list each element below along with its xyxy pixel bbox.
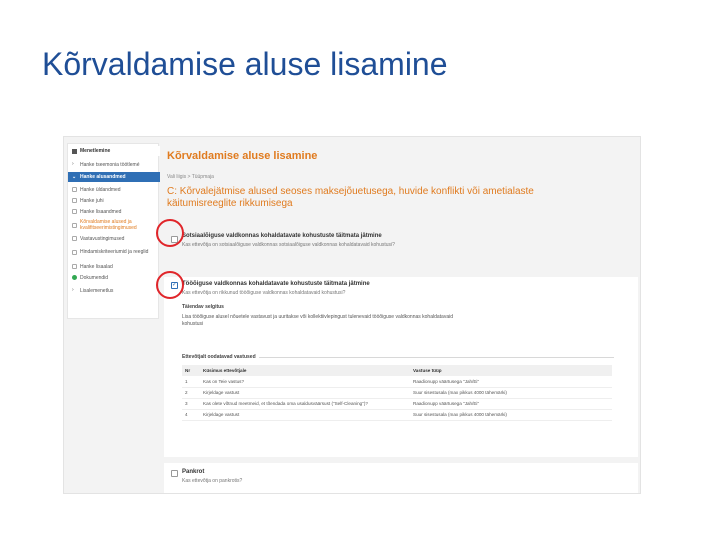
chevron-down-icon: ⌄ <box>72 173 77 180</box>
checkbox-icon <box>72 209 77 214</box>
section-title: C: Kõrvalejätmise alused seoses maksejõuetusega, huvide konflikti või ametialaste käitumisreeglite rikkumisega <box>167 186 534 209</box>
sidebar-item-label: Hindamiskriteeriumid ja reeglid <box>80 249 149 255</box>
sidebar-item-label: Hanke juhi <box>80 197 104 204</box>
square-icon <box>72 149 77 154</box>
column-header: Nr <box>182 365 200 376</box>
table-cell: Kas on Teie vastus? <box>200 376 410 387</box>
table-cell: Suur sisestusala (max pikkus 4000 tähemärki) <box>410 387 612 398</box>
sidebar-item-alusandmed[interactable] <box>68 172 160 182</box>
table-cell: Raadionupp väärtusega "Jah/Ei" <box>410 376 612 387</box>
sidebar <box>67 143 159 319</box>
check-circle-icon <box>72 275 77 280</box>
sidebar-item-label: Hanke alusandmed <box>80 174 126 180</box>
sidebar-item-tseemonia[interactable] <box>68 160 160 169</box>
checkbox-icon <box>72 236 77 241</box>
sidebar-item-lisalemenetlus[interactable] <box>68 286 160 295</box>
table-cell: Kirjeldage vastust <box>200 387 410 398</box>
highlight-ring <box>156 271 184 299</box>
sidebar-item-label: Hanke tseemonia töötlemé <box>80 161 140 168</box>
table-row <box>182 409 612 420</box>
checkbox-icon <box>72 187 77 192</box>
sidebar-item-label: Lisalemenetlus <box>80 287 114 294</box>
table-cell: Raadionupp väärtusega "Jah/Ei" <box>410 398 612 409</box>
main-content <box>164 143 638 493</box>
q3-checkbox[interactable] <box>171 470 178 477</box>
checkbox-icon <box>72 250 77 255</box>
q2-subtitle: Kas ettevõtja on rikkunud tööõiguse valdkonnas kohaldatavaid kohustusi? <box>182 290 346 296</box>
selected-question-card <box>164 277 638 457</box>
checkbox-icon <box>72 223 77 228</box>
table-cell: Kirjeldage vastust <box>200 409 410 420</box>
q3-title: Pankrot <box>182 469 205 475</box>
checkbox-icon <box>72 264 77 269</box>
description-text: Lisa tööõiguse alusel nõuetele vastavust ja uuritakse või kollektiivlepingust tulenevaid tööõiguse valdkonnas kohaldatavaid kohustusi <box>182 314 454 327</box>
sidebar-item-label: Dokumendid <box>80 274 109 281</box>
slide-title: Kõrvaldamise aluse lisamine <box>42 46 448 82</box>
table-row <box>182 387 612 398</box>
sidebar-item-label: Menetlemine <box>80 148 111 154</box>
sidebar-item-hindamiskriteeriumid[interactable] <box>68 245 160 259</box>
table-cell: Suur sisestusala (max pikkus 4000 tähemärki) <box>410 409 612 420</box>
sidebar-item-label: Hanke üldandmed <box>80 186 121 193</box>
table-cell: Kas olete võtnud meetmeid, et tõendada oma usaldusväärsust ("Self-Cleaning")? <box>200 398 410 409</box>
chevron-right-icon: › <box>72 287 74 293</box>
table-cell: 2 <box>182 387 200 398</box>
sidebar-item-lisaalad[interactable] <box>68 262 160 271</box>
sidebar-item-vastavustingimused[interactable] <box>68 234 160 243</box>
screenshot-frame <box>63 136 641 494</box>
pankrot-card <box>164 463 638 494</box>
sidebar-item-label: Hanke lisaandmed <box>80 208 122 215</box>
column-header: Vastuse tüüp <box>410 365 612 376</box>
page-title: Kõrvaldamise aluse lisamine <box>167 150 318 162</box>
table-header-row <box>182 365 612 376</box>
table-cell: 4 <box>182 409 200 420</box>
sidebar-item-uldandmed[interactable] <box>68 185 160 194</box>
chevron-right-icon: › <box>72 161 74 167</box>
checkbox-icon <box>72 198 77 203</box>
q1-title: Sotsiaalõiguse valdkonnas kohaldatavate kohustuste täitmata jätmine <box>182 233 382 239</box>
table-row <box>182 398 612 409</box>
sidebar-item-korvaldamise-alused[interactable] <box>68 218 160 232</box>
table-cell: 1 <box>182 376 200 387</box>
sidebar-item-lisaandmed[interactable] <box>68 207 160 216</box>
breadcrumb[interactable]: Vali liigis > Tüüpmaja <box>167 174 214 180</box>
sidebar-item-menetlemine[interactable] <box>68 146 160 156</box>
divider <box>259 357 614 358</box>
q3-subtitle: Kas ettevõtja on pankrotis? <box>182 478 243 484</box>
table-cell: 3 <box>182 398 200 409</box>
table-title: Ettevõtjalt oodatavad vastused <box>182 354 256 360</box>
sidebar-item-label: Kõrvaldamise alused ja kvalifitseerimistingimused <box>80 219 137 231</box>
description-label: Täiendav selgitus <box>182 304 224 310</box>
column-header: Küsimus ettevõtjale <box>200 365 410 376</box>
sidebar-item-dokumendid[interactable] <box>68 273 160 282</box>
highlight-ring <box>156 219 184 247</box>
answers-table <box>182 365 612 421</box>
table-row <box>182 376 612 387</box>
sidebar-item-juhi[interactable] <box>68 196 160 205</box>
q2-title: Tööõiguse valdkonnas kohaldatavate kohustuste täitmata jätmine <box>182 281 370 287</box>
sidebar-item-label: Hanke lisaalad <box>80 263 113 270</box>
sidebar-item-label: Vastavustingimused <box>80 235 125 242</box>
q1-subtitle: Kas ettevõtja on sotsiaalõiguse valdkonnas sotsiaalõiguse valdkonnas kohaldatavaid kohustusi? <box>182 242 395 248</box>
